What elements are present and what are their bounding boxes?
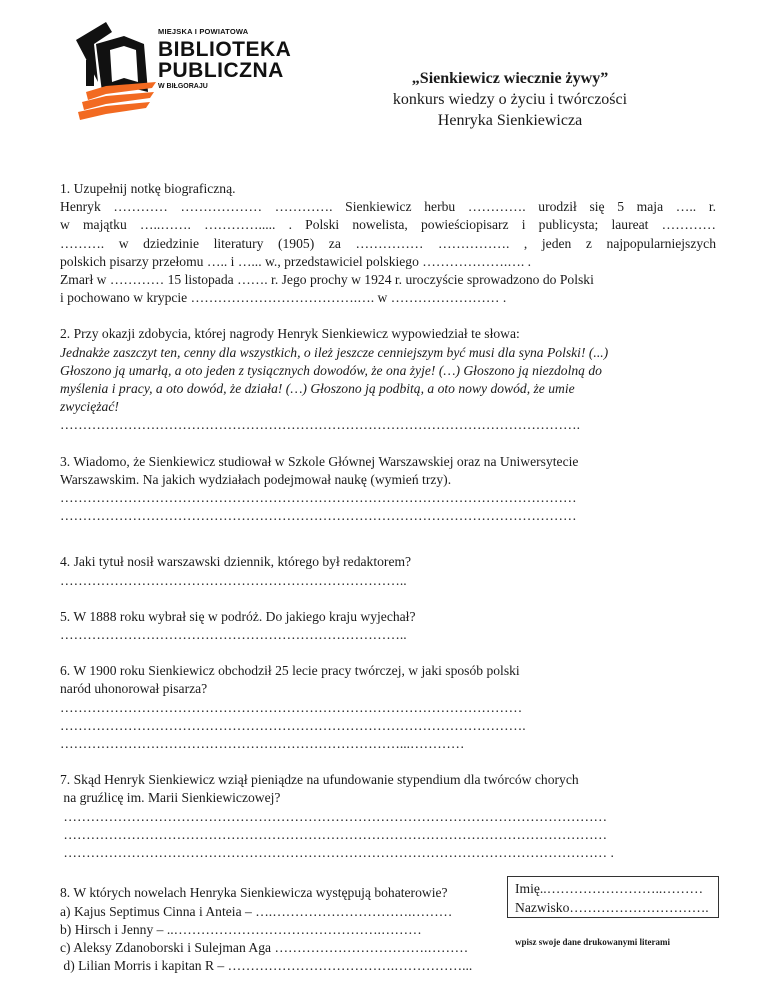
question-5 (60, 608, 716, 644)
question-6 (60, 662, 716, 753)
question-1-line: polskich pisarzy przełomu ….. i …... w., przedstawiciel polskiego ……………….…. . (60, 253, 532, 269)
question-2-answer-line[interactable]: ……………………………………………………………………………………………………. (60, 417, 580, 433)
question-2-quote-line: myślenia i pracy, a oto dowód, że działa! (…) Głoszono ją podbitą, a oto nowy dowód, że umie (60, 381, 575, 397)
question-7-title: 7. Skąd Henryk Sienkiewicz wziął pieniądze na ufundowanie stypendium dla twórców chorych (60, 772, 579, 788)
question-8-item[interactable]: c) Aleksy Zdanoborski i Sulejman Aga …………………………….……… (60, 939, 469, 955)
question-1-line: w majątku …..……. …………..... . Polski nowelista, powieściopisarz i publicysta; laureat ………… (60, 217, 716, 233)
logo-text (158, 27, 291, 90)
question-5-title: 5. W 1888 roku wybrał się w podróż. Do jakiego kraju wyjechał? (60, 608, 416, 624)
question-1-line: i pochowano w krypcie ……………………………….…. w …………………… . (60, 290, 507, 306)
question-5-answer-line[interactable]: ………………………………………………………………….. (60, 627, 407, 643)
question-2-quote-line: Głoszono ją umarłą, a oto jeden z tysiącznych dowodów, że ona żyje! (…) Głoszono ją niezdolną do (60, 362, 602, 378)
question-1 (60, 180, 716, 307)
form-instruction: wpisz swoje dane drukowanymi literami (515, 937, 670, 947)
question-4-title: 4. Jaki tytuł nosił warszawski dziennik, którego był redaktorem? (60, 554, 412, 570)
question-7-title-cont: na gruźlicę im. Marii Sienkiewiczowej? (60, 790, 281, 806)
question-6-answer-line[interactable]: …………………………………………………………………………………………. (60, 717, 526, 733)
participant-data-box (507, 876, 719, 918)
question-7-answer-line[interactable]: ………………………………………………………………………………………………………… . (60, 845, 614, 861)
question-2-title: 2. Przy okazji zdobycia, której nagrody Henryk Sienkiewicz wypowiedział te słowa: (60, 326, 520, 342)
logo-line-publiczna: PUBLICZNA (158, 59, 284, 82)
question-4 (60, 553, 716, 589)
question-1-line: Zmarł w ………… 15 listopada ……. r. Jego prochy w 1924 r. uroczyście sprowadzono do Polski (60, 272, 594, 288)
question-3 (60, 453, 716, 526)
question-8-item[interactable]: b) Hirsch i Jenny – ..……………………………………….……… (60, 921, 422, 937)
document-subtitle-2: Henryka Sienkiewicza (437, 112, 583, 129)
document-title-block (330, 68, 690, 131)
question-4-answer-line[interactable]: ………………………………………………………………….. (60, 572, 407, 588)
question-2 (60, 325, 716, 434)
logo-line-place: W BIŁGORAJU (158, 83, 208, 90)
question-3-title: 3. Wiadomo, że Sienkiewicz studiował w Szkole Głównej Warszawskiej oraz na Uniwersytecie (60, 453, 579, 469)
question-3-answer-line[interactable]: …………………………………………………………………………………………………… (60, 490, 577, 506)
question-1-title: 1. Uzupełnij notkę biograficzną. (60, 181, 236, 196)
question-3-answer-line[interactable]: …………………………………………………………………………………………………… (60, 508, 577, 524)
question-7-answer-line[interactable]: ………………………………………………………………………………………………………… (60, 808, 608, 824)
question-6-title: 6. W 1900 roku Sienkiewicz obchodził 25 lecie pracy twórczej, w jaki sposób polski (60, 663, 520, 679)
question-2-quote-line: zwyciężać! (60, 399, 119, 415)
question-7 (60, 771, 716, 862)
question-6-answer-line[interactable]: ………………………………………………………………………………………… (60, 699, 523, 715)
logo-line-biblioteka: BIBLIOTEKA (158, 38, 292, 61)
question-8-title: 8. W których nowelach Henryka Sienkiewicza występują bohaterowie? (60, 885, 448, 901)
question-3-title-cont: Warszawskim. Na jakich wydziałach podejmował naukę (wymień trzy). (60, 471, 452, 487)
question-8-item[interactable]: a) Kajus Septimus Cinna i Anteia – ….………………………….……… (60, 903, 453, 919)
question-2-quote-line: Jednakże zaszczyt ten, cenny dla wszystkich, o ileż jeszcze cenniejszym być musi dla syna Polski! (...) (60, 344, 609, 360)
first-name-field[interactable]: Imię..……………………..……… (515, 881, 704, 896)
question-1-line: ………. w dziedzinie literatury (1905) za …………… ……………. , jeden z najpopularniejszych (60, 235, 716, 251)
question-1-line: Henryk ………… ……………… …………. Sienkiewicz herbu …………. urodził się 5 maja ….. r. (60, 199, 716, 215)
question-6-answer-line[interactable]: …………………………………………………………………...………… (60, 736, 465, 752)
question-7-answer-line[interactable]: ………………………………………………………………………………………………………… (60, 826, 608, 842)
book-logo-icon (66, 22, 166, 122)
document-title: „Sienkiewicz wiecznie żywy” (411, 70, 609, 87)
last-name-field[interactable]: Nazwisko…………………………. (515, 900, 709, 915)
document-subtitle-1: konkurs wiedzy o życiu i twórczości (392, 91, 628, 108)
question-6-title-cont: naród uhonorował pisarza? (60, 681, 208, 697)
quiz-content (60, 180, 716, 975)
logo-line-small: MIEJSKA I POWIATOWA (158, 27, 249, 36)
question-8-item[interactable]: d) Lilian Morris i kapitan R – ……………………………….……………... (60, 958, 473, 974)
